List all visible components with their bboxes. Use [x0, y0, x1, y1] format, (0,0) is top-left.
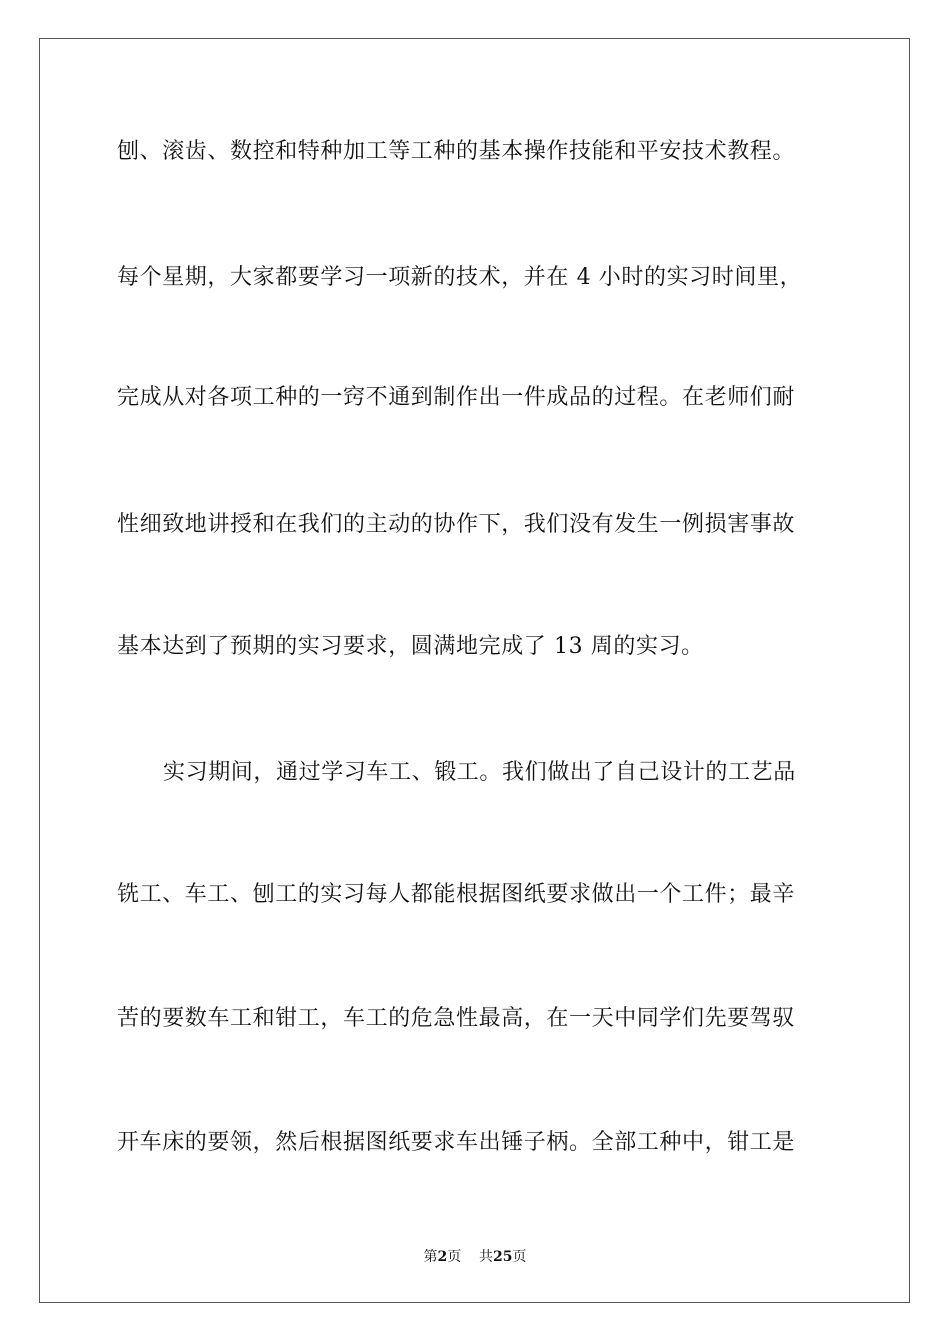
paragraph-start-line: 实习期间，通过学习车工、锻工。我们做出了自己设计的工艺品: [163, 760, 796, 785]
page-number: 2: [437, 1249, 448, 1265]
body-line: 基本达到了预期的实习要求，圆满地完成了 13 周的实习。: [117, 634, 704, 659]
body-line: 开车床的要领，然后根据图纸要求车出锤子柄。全部工种中，钳工是: [117, 1130, 796, 1155]
total-suffix: 页: [512, 1249, 527, 1265]
body-line: 铣工、车工、刨工的实习每人都能根据图纸要求做出一个工件；最辛: [117, 882, 796, 907]
page-suffix: 页: [447, 1249, 462, 1265]
body-line: 刨、滚齿、数控和特种加工等工种的基本操作技能和平安技术教程。: [117, 139, 796, 164]
page-frame: [39, 38, 910, 1303]
total-pages: 25: [493, 1249, 513, 1265]
body-line: 性细致地讲授和在我们的主动的协作下，我们没有发生一例损害事故: [117, 512, 796, 537]
page-prefix: 第: [423, 1249, 438, 1265]
body-line: 每个星期，大家都要学习一项新的技术，并在 4 小时的实习时间里，: [117, 265, 803, 290]
total-prefix: 共: [479, 1249, 494, 1265]
page-footer: [0, 1248, 950, 1266]
body-line: 苦的要数车工和钳工，车工的危急性最高，在一天中同学们先要驾驭: [117, 1006, 796, 1031]
body-line: 完成从对各项工种的一窍不通到制作出一件成品的过程。在老师们耐: [117, 385, 796, 410]
